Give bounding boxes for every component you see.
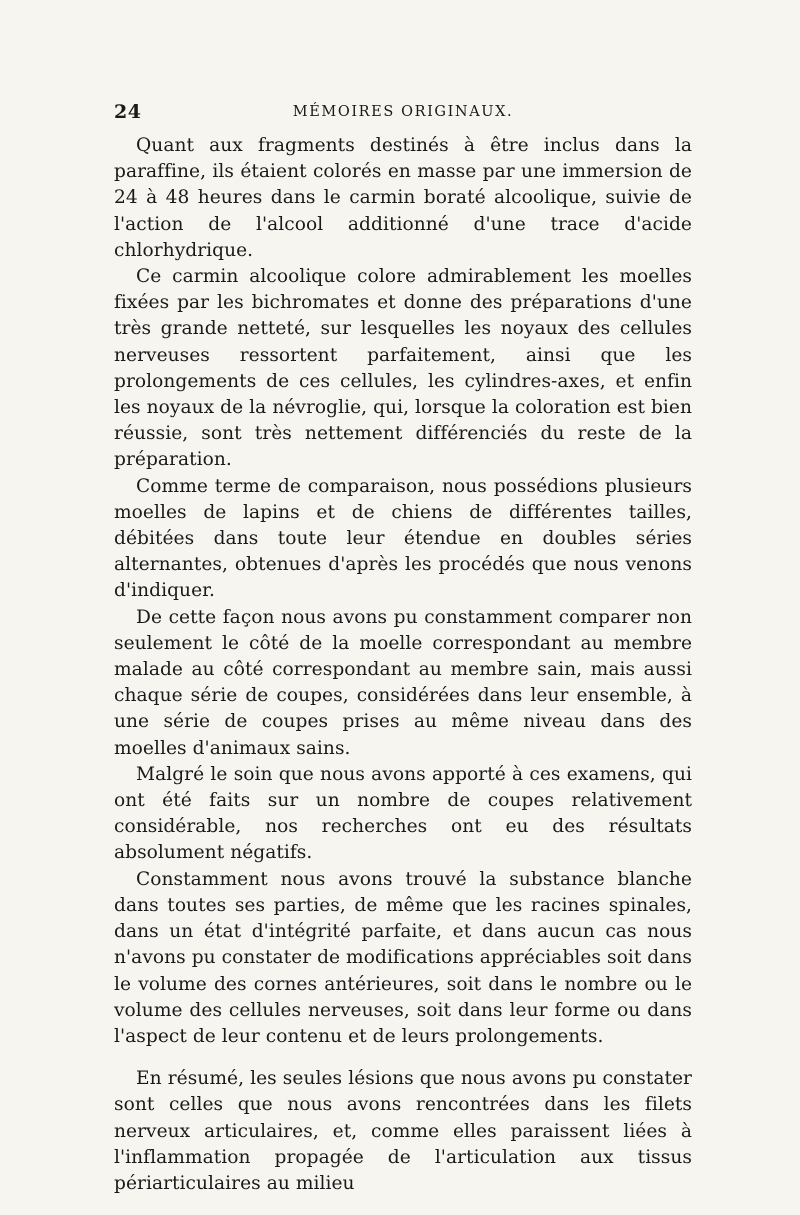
- text-body: [114, 133, 692, 1197]
- paragraph-7: En résumé, les seules lésions que nous avons pu constater sont celles que nous avons rencontrées dans les filets nerveux articulaires, et, comme elles paraissent liées à l'inflammation propagée de l'articulation aux tissus périarticulaires au milieu: [114, 1068, 692, 1194]
- running-head: [114, 101, 692, 125]
- page-number: 24: [114, 101, 142, 123]
- paragraph-6: Constamment nous avons trouvé la substance blanche dans toutes ses parties, de même que les racines spinales, dans un état d'intégrité parfaite, et dans aucun cas nous n'avons pu constater de modifications appréciables soit dans le volume des cornes antérieures, soit dans le nombre ou le volume des cellules nerveuses, soit dans leur forme ou dans l'aspect de leur contenu et de leurs prolongements.: [114, 868, 693, 1047]
- paragraph-4: De cette façon nous avons pu constamment comparer non seulement le côté de la moelle correspondant au membre malade au côté correspondant au membre sain, mais aussi chaque série de coupes, considérées dans leur ensemble, à une série de coupes prises au même niveau dans des moelles d'animaux sains.: [114, 606, 692, 759]
- paragraph-2: Ce carmin alcoolique colore admirablement les moelles fixées par les bichromates et donne des préparations d'une très grande netteté, sur lesquelles les noyaux des cellules nerveuses ressortent parfaitement, ainsi que les prolongements de ces cellules, les cylindres-axes, et enfin les noyaux de la névroglie, qui, lorsque la coloration est bien réussie, sont très nettement différenciés du reste de la préparation.: [114, 266, 692, 471]
- paragraph-5: Malgré le soin que nous avons apporté à ces examens, qui ont été faits sur un nombre de coupes relativement considérable, nos recherches ont eu des résultats absolument négatifs.: [114, 763, 692, 864]
- paragraph-3: Comme terme de comparaison, nous possédions plusieurs moelles de lapins et de chiens de différentes tailles, débitées dans toute leur étendue en doubles séries alternantes, obtenues d'après les procédés que nous venons d'indiquer.: [114, 475, 692, 602]
- running-title: MÉMOIRES ORIGINAUX.: [292, 104, 514, 120]
- paragraph-1: Quant aux fragments destinés à être inclus dans la paraffine, ils étaient colorés en masse par une immersion de 24 à 48 heures dans le carmin boraté alcoolique, suivie de l'action de l'alcool additionné d'une trace d'acide chlorhydrique.: [114, 135, 692, 261]
